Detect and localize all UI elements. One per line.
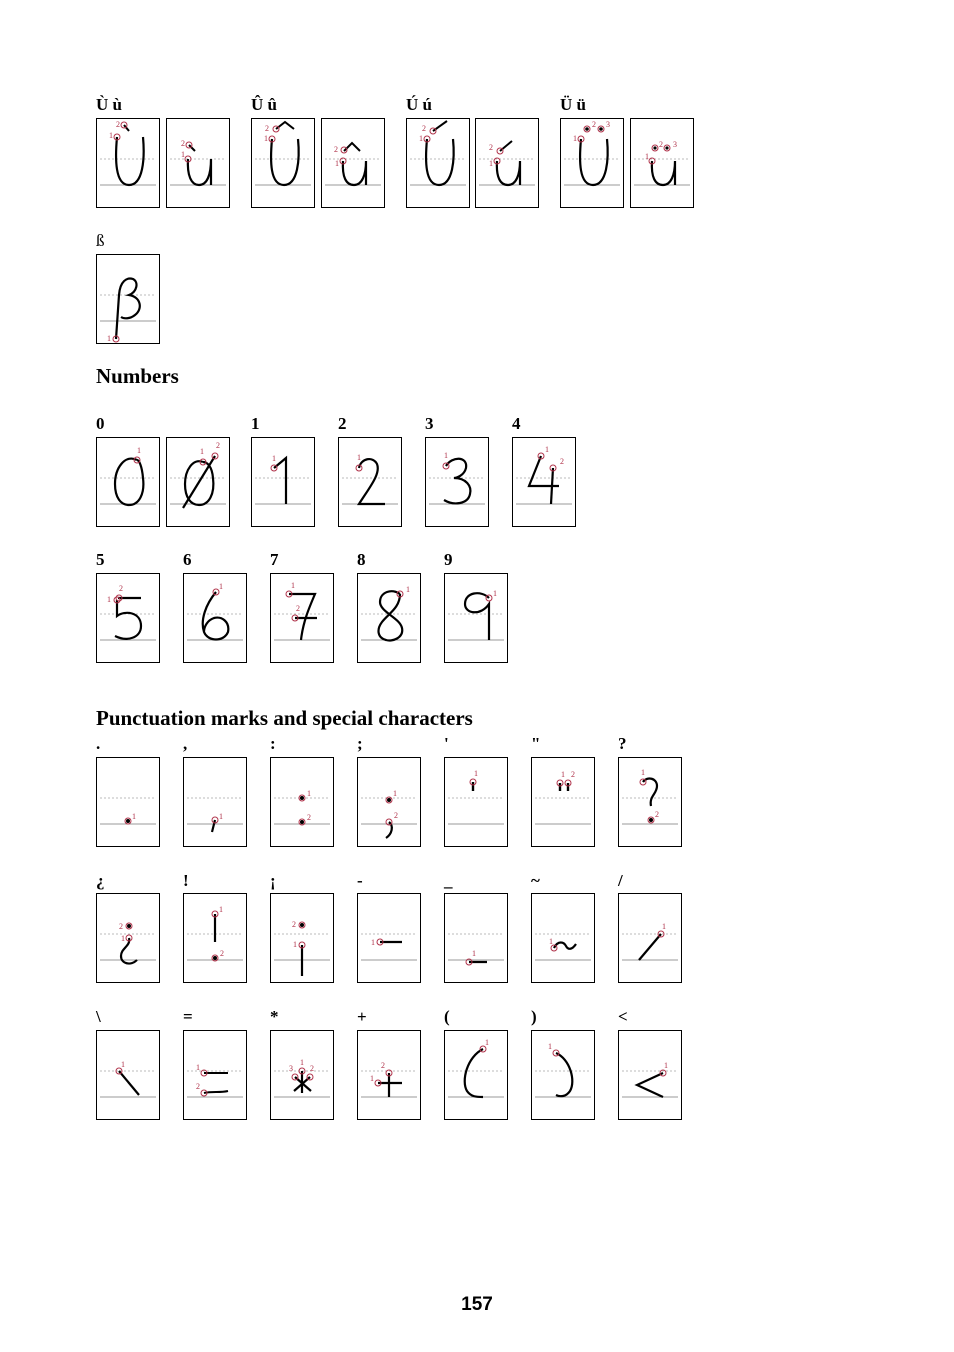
- glyph-box-plus: [357, 1030, 421, 1120]
- glyph-drawing: [358, 574, 420, 662]
- glyph-drawing: [445, 574, 507, 662]
- svg-text:1: 1: [181, 150, 185, 159]
- svg-text:1: 1: [121, 934, 125, 943]
- glyph-drawing: [619, 894, 681, 982]
- svg-text:2: 2: [307, 813, 311, 822]
- glyph-box-1: [251, 437, 315, 527]
- label-eszett: ß: [96, 231, 105, 250]
- label-0: 0: [96, 414, 105, 433]
- glyph-drawing: [167, 119, 229, 207]
- svg-text:1: 1: [200, 447, 204, 456]
- svg-text:2: 2: [381, 1061, 385, 1070]
- label-hyphen: -: [357, 871, 363, 890]
- label-semicolon: ;: [357, 734, 363, 753]
- glyph-drawing: [97, 438, 159, 526]
- glyph-drawing: [97, 894, 159, 982]
- glyph-drawing: [358, 894, 420, 982]
- glyph-drawing: [252, 438, 314, 526]
- glyph-drawing: [445, 894, 507, 982]
- svg-text:2: 2: [292, 920, 296, 929]
- label-7: 7: [270, 550, 279, 569]
- glyph-box-question: [618, 757, 682, 847]
- svg-text:2: 2: [265, 124, 269, 133]
- label-2: 2: [338, 414, 347, 433]
- glyph-box-7: [270, 573, 334, 663]
- svg-text:1: 1: [109, 131, 113, 140]
- label-apostrophe: ': [444, 734, 449, 753]
- svg-text:3: 3: [673, 140, 677, 149]
- glyph-drawing: [97, 255, 159, 343]
- svg-text:2: 2: [181, 139, 185, 148]
- svg-text:2: 2: [489, 143, 493, 152]
- label-comma: ,: [183, 734, 188, 753]
- glyph-box-6: [183, 573, 247, 663]
- svg-text:2: 2: [659, 140, 663, 149]
- glyph-box-underscore: [444, 893, 508, 983]
- glyph-box-right-paren: [531, 1030, 595, 1120]
- svg-text:1: 1: [307, 789, 311, 798]
- svg-text:1: 1: [196, 1063, 200, 1072]
- glyph-box-u-umlaut: [630, 118, 694, 208]
- svg-text:2: 2: [592, 120, 596, 129]
- svg-text:1: 1: [300, 1058, 304, 1067]
- svg-text:1: 1: [641, 768, 645, 777]
- glyph-drawing: [252, 119, 314, 207]
- glyph-drawing: [631, 119, 693, 207]
- glyph-box-U-acute: [406, 118, 470, 208]
- label-exclamation: !: [183, 871, 189, 890]
- glyph-box-8: [357, 573, 421, 663]
- label-asterisk: *: [270, 1007, 279, 1026]
- svg-text:2: 2: [119, 584, 123, 593]
- label-underscore: _: [444, 871, 453, 890]
- glyph-box-U-grave: [96, 118, 160, 208]
- label-6: 6: [183, 550, 192, 569]
- glyph-box-tilde: [531, 893, 595, 983]
- svg-text:1: 1: [371, 938, 375, 947]
- label-u-umlaut: Ü ü: [560, 95, 586, 114]
- svg-text:1: 1: [474, 769, 478, 778]
- svg-text:1: 1: [393, 789, 397, 798]
- section-numbers: Numbers: [96, 364, 179, 388]
- svg-text:1: 1: [485, 1038, 489, 1047]
- label-plus: +: [357, 1007, 367, 1026]
- label-less-than: <: [618, 1007, 628, 1026]
- glyph-drawing: [358, 1031, 420, 1119]
- glyph-drawing: [184, 574, 246, 662]
- svg-text:3: 3: [606, 120, 610, 129]
- glyph-box-5: [96, 573, 160, 663]
- label-5: 5: [96, 550, 105, 569]
- glyph-box-exclamation: [183, 893, 247, 983]
- svg-text:1: 1: [645, 152, 649, 161]
- glyph-drawing: [619, 1031, 681, 1119]
- glyph-drawing: [476, 119, 538, 207]
- glyph-box-inverted-exclamation: [270, 893, 334, 983]
- glyph-box-colon: [270, 757, 334, 847]
- glyph-drawing: [184, 758, 246, 846]
- svg-text:1: 1: [370, 1074, 374, 1083]
- svg-text:1: 1: [545, 445, 549, 454]
- glyph-drawing: [445, 1031, 507, 1119]
- glyph-box-asterisk: [270, 1030, 334, 1120]
- svg-text:1: 1: [219, 582, 223, 591]
- svg-text:1: 1: [573, 134, 577, 143]
- glyph-drawing: [532, 894, 594, 982]
- label-1: 1: [251, 414, 260, 433]
- glyph-box-left-paren: [444, 1030, 508, 1120]
- glyph-drawing: [97, 119, 159, 207]
- label-inverted-exclamation: ¡: [270, 871, 276, 890]
- svg-text:2: 2: [296, 604, 300, 613]
- label-backslash: \: [96, 1007, 101, 1026]
- glyph-box-2: [338, 437, 402, 527]
- glyph-drawing: [426, 438, 488, 526]
- svg-text:2: 2: [216, 441, 220, 450]
- svg-text:2: 2: [196, 1082, 200, 1091]
- glyph-drawing: [407, 119, 469, 207]
- svg-text:2: 2: [310, 1064, 314, 1073]
- glyph-box-eszett: [96, 254, 160, 344]
- svg-text:1: 1: [664, 1061, 668, 1070]
- svg-text:2: 2: [560, 457, 564, 466]
- glyph-box-4: [512, 437, 576, 527]
- glyph-drawing: [97, 574, 159, 662]
- label-period: .: [96, 734, 101, 753]
- glyph-drawing: [358, 758, 420, 846]
- glyph-drawing: [167, 438, 229, 526]
- glyph-drawing: [271, 1031, 333, 1119]
- glyph-box-u-grave: [166, 118, 230, 208]
- label-right-paren: ): [531, 1007, 537, 1026]
- glyph-box-u-circumflex: [321, 118, 385, 208]
- svg-text:3: 3: [289, 1064, 293, 1073]
- glyph-drawing: [445, 758, 507, 846]
- svg-text:1: 1: [444, 451, 448, 460]
- svg-text:2: 2: [119, 922, 123, 931]
- svg-text:1: 1: [493, 589, 497, 598]
- label-u-grave: Ù ù: [96, 95, 122, 114]
- glyph-box-3: [425, 437, 489, 527]
- svg-text:1: 1: [561, 770, 565, 779]
- svg-text:1: 1: [548, 1042, 552, 1051]
- glyph-drawing: [513, 438, 575, 526]
- svg-text:1: 1: [472, 949, 476, 958]
- svg-text:1: 1: [357, 453, 361, 462]
- label-inverted-question: ¿: [96, 871, 105, 890]
- svg-text:1: 1: [121, 1060, 125, 1069]
- section-punctuation: Punctuation marks and special characters: [96, 706, 473, 730]
- svg-text:2: 2: [422, 124, 426, 133]
- svg-text:1: 1: [549, 937, 553, 946]
- glyph-drawing: [271, 574, 333, 662]
- svg-text:2: 2: [116, 120, 120, 129]
- label-8: 8: [357, 550, 366, 569]
- svg-text:2: 2: [394, 811, 398, 820]
- glyph-box-quote: [531, 757, 595, 847]
- glyph-drawing: [339, 438, 401, 526]
- glyph-box-inverted-question: [96, 893, 160, 983]
- glyph-box-0-slashed: [166, 437, 230, 527]
- label-colon: :: [270, 734, 276, 753]
- glyph-box-9: [444, 573, 508, 663]
- svg-text:1: 1: [219, 812, 223, 821]
- glyph-box-semicolon: [357, 757, 421, 847]
- glyph-drawing: [619, 758, 681, 846]
- glyph-box-comma: [183, 757, 247, 847]
- glyph-box-apostrophe: [444, 757, 508, 847]
- glyph-box-equals: [183, 1030, 247, 1120]
- label-3: 3: [425, 414, 434, 433]
- glyph-drawing: [322, 119, 384, 207]
- label-equals: =: [183, 1007, 193, 1026]
- glyph-drawing: [97, 758, 159, 846]
- glyph-drawing: [532, 758, 594, 846]
- glyph-box-U-circumflex: [251, 118, 315, 208]
- label-u-circumflex: Û û: [251, 95, 277, 114]
- svg-text:1: 1: [107, 334, 111, 343]
- svg-text:1: 1: [132, 812, 136, 821]
- svg-text:1: 1: [293, 940, 297, 949]
- svg-text:1: 1: [219, 905, 223, 914]
- label-tilde: ~: [531, 871, 540, 890]
- glyph-drawing: [184, 1031, 246, 1119]
- glyph-drawing: [532, 1031, 594, 1119]
- label-u-acute: Ú ú: [406, 95, 432, 114]
- glyph-box-less-than: [618, 1030, 682, 1120]
- label-4: 4: [512, 414, 521, 433]
- glyph-box-hyphen: [357, 893, 421, 983]
- label-slash: /: [618, 871, 623, 890]
- glyph-box-period: [96, 757, 160, 847]
- glyph-drawing: [561, 119, 623, 207]
- glyph-box-0: [96, 437, 160, 527]
- svg-text:1: 1: [406, 585, 410, 594]
- label-9: 9: [444, 550, 453, 569]
- label-left-paren: (: [444, 1007, 450, 1026]
- page-number: 157: [461, 1294, 493, 1315]
- svg-text:2: 2: [220, 949, 224, 958]
- svg-text:1: 1: [137, 446, 141, 455]
- svg-text:1: 1: [107, 595, 111, 604]
- svg-text:1: 1: [291, 581, 295, 590]
- glyph-drawing: [271, 894, 333, 982]
- svg-text:1: 1: [489, 159, 493, 168]
- glyph-box-u-acute: [475, 118, 539, 208]
- label-quote: ": [531, 734, 541, 753]
- svg-text:1: 1: [335, 159, 339, 168]
- svg-text:1: 1: [419, 134, 423, 143]
- glyph-drawing: [184, 894, 246, 982]
- svg-text:1: 1: [264, 134, 268, 143]
- glyph-drawing: [271, 758, 333, 846]
- glyph-box-U-umlaut: [560, 118, 624, 208]
- label-question: ?: [618, 734, 627, 753]
- svg-text:2: 2: [334, 145, 338, 154]
- glyph-drawing: [97, 1031, 159, 1119]
- svg-text:2: 2: [571, 770, 575, 779]
- glyph-box-backslash: [96, 1030, 160, 1120]
- glyph-box-slash: [618, 893, 682, 983]
- svg-text:1: 1: [662, 922, 666, 931]
- svg-text:1: 1: [272, 454, 276, 463]
- svg-text:2: 2: [655, 810, 659, 819]
